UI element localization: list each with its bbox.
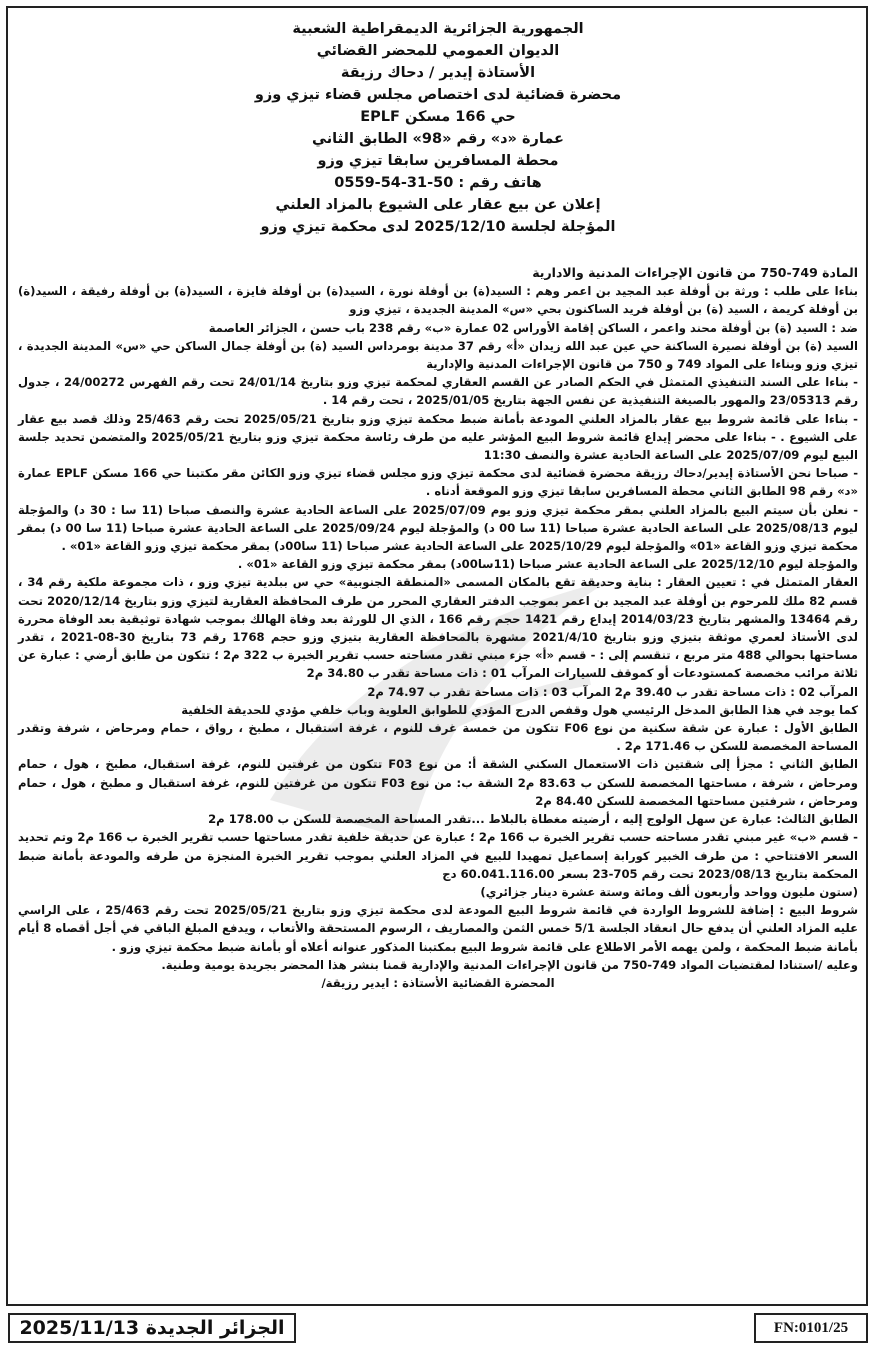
newspaper-date-box: الجزائر الجديدة 2025/11/13	[8, 1313, 296, 1343]
announcement-session: المؤجلة لجلسة 2025/12/10 لدى محكمة تيزي وزو	[260, 219, 616, 235]
second-floor: الطابق الثاني : مجزأ إلى شقتين ذات الاستعمال السكني الشقة أ: من نوع F03 تتكون من غرفتين للنوم، غرفة استقبال، مطبخ ، هول ، حمام ومرحاض ، شرفة ، مساحتها المخصصة للسكن ب 83.63 م2 الشقة ب: من نوع F03 تتكون من غرفتين للنوم، غرفة استقبال و مطبخ ، هول ، حمام ومرحاض ، شرفتين مساحتها المخصصة للسكن 84.40 م2	[18, 757, 858, 808]
auction-final-date: والمؤجلة ليوم 2025/12/10 على الساعة الحادية عشر صباحا (11سا00د) بمقر محكمة تيزي وزو القاعة «01» .	[237, 557, 858, 572]
header-address-station: محطة المسافرين سابقا تيزي وزو	[317, 153, 559, 169]
header-address-district: حي 166 مسكن EPLF	[360, 109, 516, 125]
auction-dates: - نعلن بأن سيتم البيع بالمزاد العلني بمقر محكمة تيزي وزو يوم 2025/07/09 على الساعة الحادية عشرة والنصف صباحا (11 سا : 30 د) والمؤجلة ليوم 2025/08/13 على الساعة الحادية عشرة صباحا (11 سا 00 د) والمؤجلة ليوم 2025/09/24 على الساعة الحادية عشرة صباحا (11 سا 00 د) بمقر محكمة تيزي وزو القاعة «01» والمؤجلة ليوم 2025/10/29 على الساعة الحادية عشر صباحا (11 سا00د) بمقر محكمة تيزي وزو القاعة «01» .	[18, 502, 859, 554]
header-jurisdiction: محضرة قضائية لدى اختصاص مجلس قضاء تيزي وزو	[254, 87, 622, 103]
defendant-1: ضد : السيد (ة) بن أوفلة محند واعمر ، الساكن إقامة الأوراس 02 عمارة «ب» رقم 238 باب حسن ، الجزائر العاصمة	[208, 320, 858, 335]
ground-floor-extra: كما يوجد في هذا الطابق المدخل الرئيسي هول وقفص الدرج المؤدي للطوابق العلوية وباب خلفي مؤدي للحديقة الخلفية	[181, 702, 858, 717]
publication-clause: وعليه /استنادا لمقتضيات المواد 749-750 من قانون الإجراءات المدنية والإدارية قمنا بنشر هذا المحضر بجريدة يومية وطنية.	[161, 957, 858, 972]
header-phone: هاتف رقم : 50-31-54-0559	[334, 175, 542, 191]
price-in-words: (ستون مليون وواحد وأربعون ألف ومائة وستة عشرة دينار جزائري)	[480, 884, 858, 899]
header-republic: الجمهورية الجزائرية الديمقراطية الشعبية	[292, 21, 584, 37]
first-floor: الطابق الأول : عبارة عن شقة سكنية من نوع F06 تتكون من خمسة غرف للنوم ، غرفة استقبال ، مطبخ ، رواق ، حمام ومرحاض ، شرفة وتقدر المساحة المخصصة للسكن ب 171.46 م2 .	[18, 721, 858, 754]
legal-article: المادة 749-750 من قانون الإجراءات المدنية والادارية	[532, 265, 858, 280]
executive-title: - بناءا على السند التنفيذي المتمثل في الحكم الصادر عن القسم العقاري لمحكمة تيزي وزو بتاريخ 24/01/14 تحت رقم الفهرس 24/00272 ، جدول رقم 23/05313 والمهور بالصيغة التنفيذية عن نفس الجهة بتاريخ 2025/01/05 ، تحت رقم 14 .	[18, 375, 858, 408]
conditions-list-deposit: - بناءا على قائمة شروط بيع عقار بالمزاد العلني المودعة بأمانة ضبط محكمة تيزي وزو بتاريخ 2025/05/21 تحت رقم 25/463 وذلك قصد بيع عقار على الشيوع . - بناءا على محضر إيداع قائمة شروط البيع المؤشر عليه من طرف رئاسة محكمة تيزي وزو بتاريخ 2025/05/21 والمتضمن تحديد جلسة البيع ليوم 2025/07/09 على الساعة الحادية عشرة والنصف 11:30	[18, 411, 858, 463]
requesting-parties: بناءا على طلب : ورثة بن أوفلة عبد المجيد بن اعمر وهم : السيد(ة) بن أوفلة نورة ، السيد(ة) بن أوفلة فايزة ، السيد(ة) بن أوفلة رفيقة ، السيد(ة) بن أوفلة كريمة ، السيد (ة) بن أوفلة فريد الساكنون بحي «س» المدينة الجديدة ، تيزي وزو	[18, 284, 858, 317]
header-address-building: عمارة «د» رقم «98» الطابق الثاني	[312, 131, 564, 147]
property-description: العقار المتمثل في : تعيين العقار : بناية وحديقة تقع بالمكان المسمى «المنطقة الجنوبية» حي س ببلدية تيزي وزو ، ذات مجموعة ملكية رقم 34 ، قسم 82 ملك للمرحوم بن أوفلة عبد المجيد بن اعمر بموجب الدفتر العقاري المحرر من طرف المحافظة العقارية لتيزي وزو بتاريخ 2020/12/14 تحت رقم 13464 والمشهر بتاريخ 2014/03/23 إيداع رقم 1421 حجم رقم 166 ، الذي ال للورثة بعد وفاة الهالك بموجب شهادة توثيقية بعد الوفاة محررة لدى الأستاذ لعمري موثقة بتيزي وزو بتاريخ 2021/4/10 مشهرة بالمحافظة العقارية بتيزي وزو حجم 1768 رقم 73 بتاريخ 30-08-2021 ، تقدر مساحتها بحوالي 488 متر مربع ، تنقسم إلى : - قسم «أ» جزء مبني تقدر مساحته حسب تقرير الخبرة ب 322 م2 ؛ تتكون من طابق أرضي : عبارة عن ثلاثة مرائب مخصصة كمستودعات أو كموقف للسيارات المرآب 01 : ذات مساحة تقدر ب 34.80 م2	[18, 575, 858, 681]
signature: المحضرة القضائية الأستاذة : ايدير رزيقة/	[321, 975, 555, 990]
third-floor: الطابق الثالث: عبارة عن سهل الولوج إليه ، أرضيته مغطاة بالبلاط ...تقدر المساحة المخصصة للسكن ب 178.00 م2	[208, 812, 858, 827]
header-bailiff-name: الأستاذة إيدير / دحاك رزيقة	[340, 65, 536, 81]
bailiff-declaration: - صباحا نحن الأستاذة إيدير/دحاك رزيقة محضرة قضائية لدى محكمة تيزي وزو مجلس قضاء تيزي وزو الكائن مقر مكتبنا حي 166 مسكن EPLF عمارة «د» رقم 98 الطابق الثاني محطة المسافرين سابقا تيزي وزو الموقعة أدناه .	[18, 466, 859, 499]
header-office: الديوان العمومي للمحضر القضائي	[316, 43, 560, 59]
garages-area: المرآب 02 : ذات مساحة تقدر ب 39.40 م2 المرآب 03 : ذات مساحة تقدر ب 74.97 م2	[367, 684, 858, 699]
section-b-and-price: - قسم «ب» غير مبني تقدر مساحته حسب تقرير الخبرة ب 166 م2 ؛ عبارة عن حديقة خلفية تقدر مساحتها حسب تقرير الخبرة ب 166 م2 وتم تحديد السعر الافتتاحي : من طرف الخبير كورابة إسماعيل تمهيدا للبيع في المزاد العلني بموجب تقرير الخبرة المنجزة من طرفه والمودعة بأمانة ضبط المحكمة بتاريخ 2023/08/13 تحت رقم 705-23 بسعر 60.041.116.00 دج	[18, 830, 858, 881]
file-number-box: FN:0101/25	[754, 1313, 868, 1343]
sale-conditions: شروط البيع : إضافة للشروط الواردة في قائمة شروط البيع المودعة لدى محكمة تيزي وزو بتاريخ 2025/05/21 تحت رقم 25/463 ، على الراسي عليه المزاد العلني أن يدفع حال انعقاد الجلسة 5/1 خمس الثمن والمصاريف ، الرسوم المستحقة والأتعاب ، ويدفع المبلغ الباقي في أجل أقصاه 8 أيام بأمانة ضبط المحكمة ، ولمن يهمه الأمر الاطلاع على قائمة شروط البيع بمكتبنا المذكور عنوانه أعلاه أو بأمانة ضبط محكمة تيزي وزو .	[18, 903, 859, 954]
defendants-2: السيد (ة) بن أوفلة نصيرة الساكنة حي عين عبد الله زيدان «أ» رقم 37 مدينة بومرداس السيد (ة) بن أوفلة جمال الساكن حي «س» المدينة الجديدة ، تيزي وزو وبناءا على المواد 749 و 750 من قانون الإجراءات المدنية والإدارية	[18, 338, 858, 372]
announcement-body	[18, 264, 858, 992]
document-header	[6, 18, 870, 238]
announcement-title: إعلان عن بيع عقار على الشيوع بالمزاد العلني	[275, 197, 601, 213]
